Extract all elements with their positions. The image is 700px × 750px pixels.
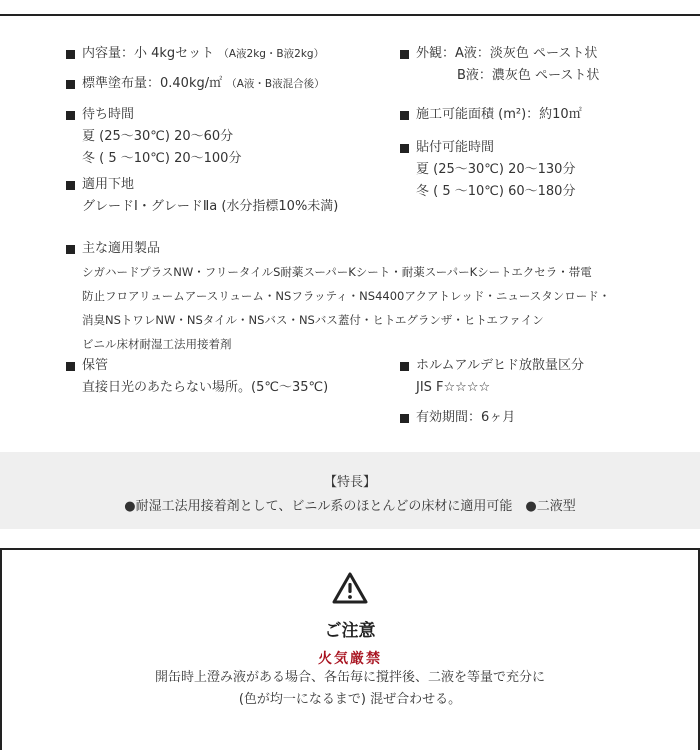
coverage-label: 標準塗布量：0.40kg/㎡ (82, 76, 223, 91)
features-band (0, 452, 700, 529)
spec-formaldehyde (400, 355, 584, 399)
spec-area (400, 104, 582, 126)
substrate-heading: 適用下地 (82, 177, 135, 192)
bullet-square-icon (400, 144, 409, 153)
warning-triangle-icon (331, 571, 369, 605)
spec-appearance (400, 43, 599, 87)
capacity-note: （A液2kg・B液2kg） (218, 48, 325, 60)
products-line: 防止フロアリュームアースリューム・NSフラッティ・NS4400アクアトレッド・ニュースタンロード・ (82, 289, 611, 303)
capacity-label: 内容量：小 4kgセット (82, 46, 215, 61)
formaldehyde-value: JIS F☆☆☆☆ (416, 380, 491, 395)
products-list (66, 260, 610, 356)
bullet-square-icon (66, 111, 75, 120)
bond-winter: 冬 ( 5 〜10℃) 60〜180分 (416, 184, 576, 199)
bullet-square-icon (400, 50, 409, 59)
area-label: 施工可能面積 (m²)：約10㎡ (416, 107, 582, 122)
formaldehyde-heading: ホルムアルデヒド放散量区分 (416, 358, 584, 373)
spec-capacity (66, 43, 324, 65)
features-items: ●耐湿工法用接着剤として、ビニル系のほとんどの床材に適用可能 ●二液型 (124, 499, 576, 514)
bullet-square-icon (66, 50, 75, 59)
spec-products (66, 238, 610, 356)
wait-summer: 夏 (25〜30℃) 20〜60分 (82, 129, 234, 144)
wait-winter: 冬 ( 5 〜10℃) 20〜100分 (82, 151, 242, 166)
bond-summer: 夏 (25〜30℃) 20〜130分 (416, 162, 576, 177)
bullet-square-icon (66, 362, 75, 371)
spec-wait-time (66, 104, 241, 170)
bond-heading: 貼付可能時間 (416, 140, 495, 155)
bullet-square-icon (66, 181, 75, 190)
notice-title: ご注意 (324, 621, 376, 641)
notice-line: 開缶時上澄み液がある場合、各缶毎に撹拌後、二液を等量で充分に (154, 670, 545, 685)
bullet-square-icon (400, 111, 409, 120)
spec-substrate (66, 174, 338, 218)
products-line: ビニル床材耐湿工法用接着剤 (82, 337, 232, 351)
products-line: シガハードプラスNW・フリータイルS耐薬スーパーKシート・耐薬スーパーKシートエクセラ・帯電 (82, 265, 592, 279)
coverage-note: （A液・B液混合後） (226, 78, 325, 90)
storage-value: 直接日光のあたらない場所。(5℃〜35℃) (82, 380, 329, 395)
notice-line: (色が均一になるまで) 混ぜ合わせる。 (238, 692, 462, 707)
wait-heading: 待ち時間 (82, 107, 135, 122)
spec-coverage (66, 73, 325, 95)
products-heading: 主な適用製品 (82, 241, 161, 256)
spec-shelf-life (400, 407, 515, 429)
bullet-square-icon (66, 245, 75, 254)
shelf-life-label: 有効期間：6ヶ月 (416, 410, 516, 425)
substrate-value: グレードⅠ・グレードⅡa (水分指標10%未満) (82, 199, 339, 214)
bullet-square-icon (400, 414, 409, 423)
spec-bond-time (400, 137, 575, 203)
bullet-square-icon (66, 80, 75, 89)
features-title: 【特長】 (323, 475, 376, 490)
appearance-a: 外観：A液：淡灰色 ペースト状 (416, 46, 598, 61)
appearance-b: B液：濃灰色 ペースト状 (457, 68, 600, 83)
storage-heading: 保管 (82, 358, 109, 373)
bullet-square-icon (400, 362, 409, 371)
fire-warning: 火気厳禁 (318, 651, 382, 667)
top-divider (0, 14, 700, 16)
products-line: 消臭NSトワレNW・NSタイル・NSバス・NSバス蓋付・ヒトエグランザ・ヒトエファイン (82, 313, 544, 327)
spec-storage (66, 355, 328, 399)
notice-body (0, 667, 700, 711)
